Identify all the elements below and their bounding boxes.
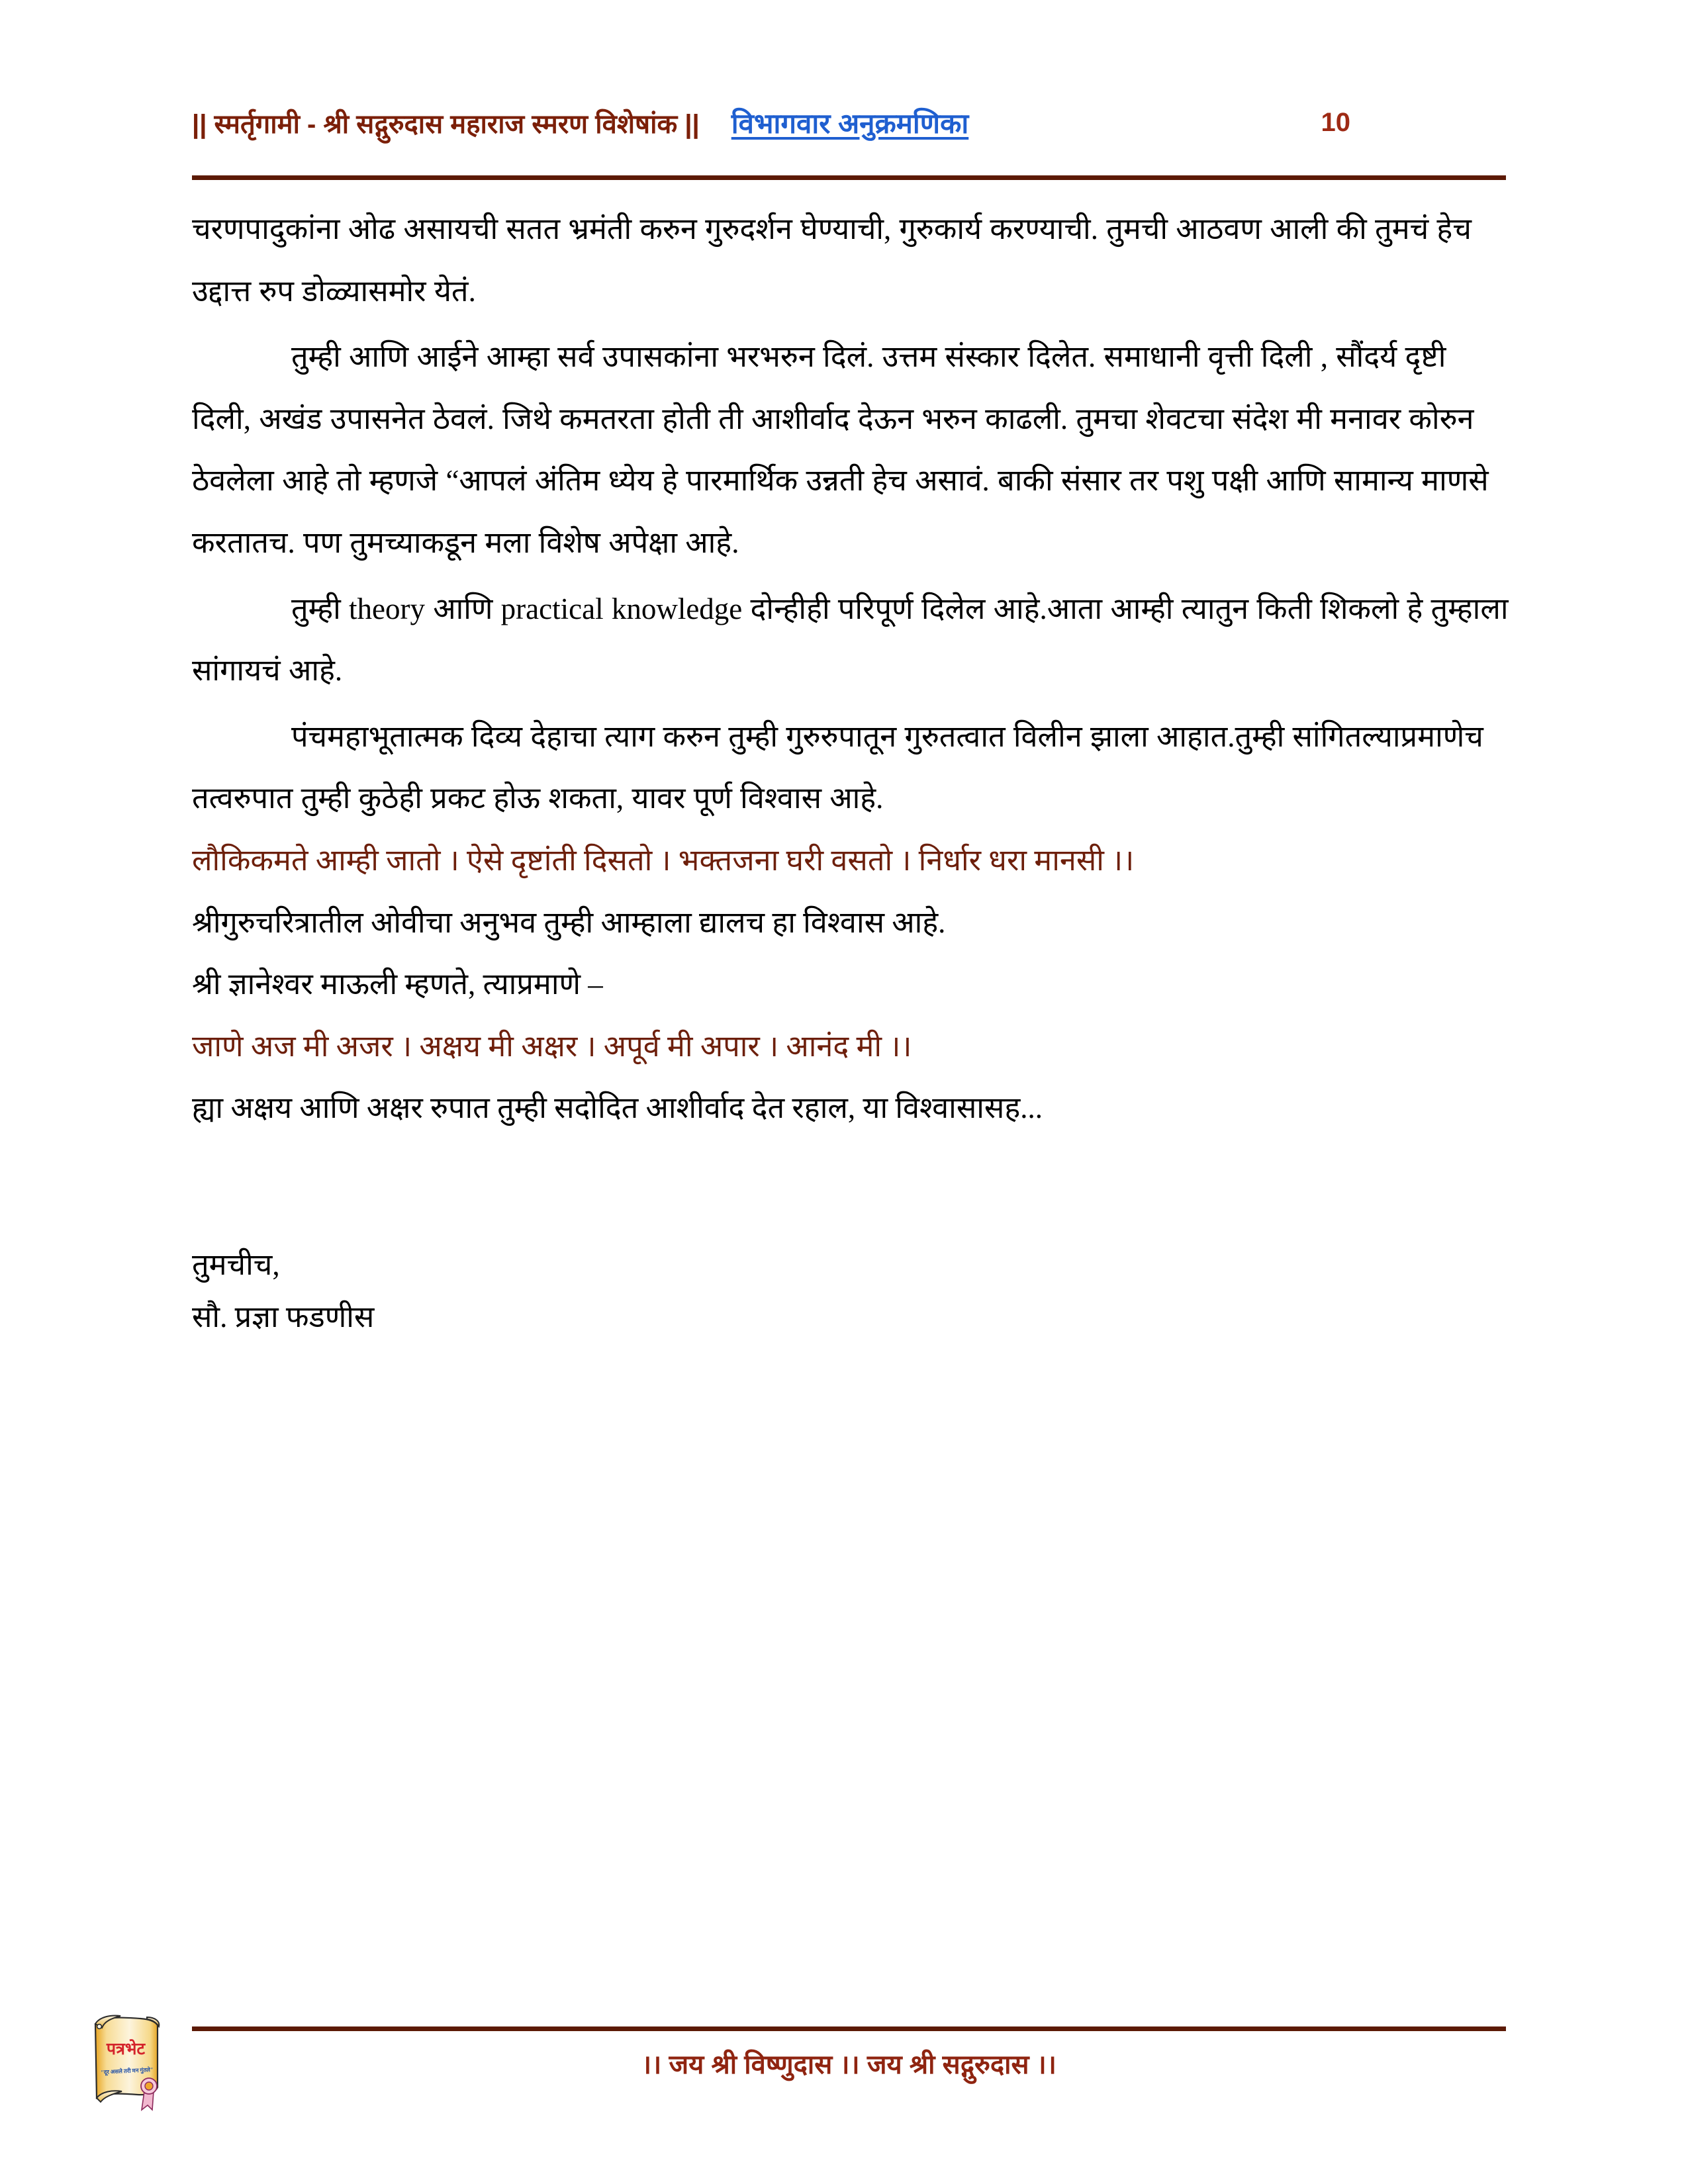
paragraph-1: चरणपादुकांना ओढ असायची सतत भ्रमंती करुन गुरुदर्शन घेण्याची, गुरुकार्य करण्याची. तुमची आठवण आली की तुमचं हेच उद्दात्त रुप डोळ्यासमोर येतं. — [192, 212, 1472, 308]
patrabhet-scroll-logo — [81, 2007, 168, 2111]
signature-spacer — [192, 1140, 1509, 1239]
closing-line: ह्या अक्षय आणि अक्षर रुपात तुम्ही सदोदित आशीर्वाद देत रहाल, या विश्वासासह... — [192, 1091, 1043, 1125]
signoff-line: तुमचीच, — [192, 1248, 280, 1281]
verse-line-2: जाणे अज मी अजर । अक्षय मी अक्षर । अपूर्व मी अपार । आनंद मी ।। — [192, 1029, 912, 1063]
dnyaneshwar-attribution: श्री ज्ञानेश्वर माऊली म्हणते, त्याप्रमाणे – — [192, 968, 603, 1001]
paragraph-4: पंचमहाभूतात्मक दिव्य देहाचा त्याग करुन तुम्ही गुरुरुपातून गुरुतत्वात विलीन झाला आहात.तुम्ही सांगितल्याप्रमाणेच तत्वरुपात तुम्ही कुठेही प्रकट होऊ शकता, यावर पूर्ण विश्वास आहे. — [192, 719, 1483, 815]
logo-tagline-text: "दूर असले तरी मन गुंतले" — [100, 2066, 154, 2076]
verse-1-commentary: श्रीगुरुचरित्रातील ओवीचा अनुभव तुम्ही आम्हाला द्यालच हा विश्वास आहे. — [192, 905, 946, 939]
document-body — [192, 199, 1509, 1343]
signature-name: सौ. प्रज्ञा फडणीस — [192, 1300, 375, 1334]
logo-title-text: पत्रभेट — [106, 2040, 146, 2058]
header-title: || स्मर्तृगामी - श्री सद्गुरुदास महाराज स्मरण विशेषांक || — [192, 109, 700, 139]
footer-divider — [192, 2026, 1506, 2031]
paragraph-2: तुम्ही आणि आईने आम्हा सर्व उपासकांना भरभरुन दिलं. उत्तम संस्कार दिलेत. समाधानी वृत्ती दिली , सौंदर्य दृष्टी दिली, अखंड उपासनेत ठेवलं. जिथे कमतरता होती ती आशीर्वाद देऊन भरुन काढली. तुमचा शेवटचा संदेश मी मनावर कोरुन ठेवलेला आहे तो म्हणजे “आपलं अंतिम ध्येय हे पारमार्थिक उन्नती हेच असावं. बाकी संसार तर पशु पक्षी आणि सामान्य माणसे करतातच. पण तुमच्याकडून मला विशेष अपेक्षा आहे. — [192, 340, 1489, 559]
footer-text: ।। जय श्री विष्णुदास ।। जय श्री सद्गुरुदास ।। — [641, 2050, 1056, 2079]
scroll-icon — [81, 2007, 168, 2111]
section-index-link[interactable]: विभागवार अनुक्रमणिका — [731, 107, 969, 139]
page-number: 10 — [1321, 107, 1350, 137]
paragraph-3: तुम्ही theory आणि practical knowledge दोन्हीही परिपूर्ण दिलेल आहे.आता आम्ही त्यातुन किती शिकलो हे तुम्हाला सांगायचं आहे. — [192, 592, 1509, 688]
header-divider — [192, 175, 1506, 180]
verse-line-1: लौकिकमते आम्ही जातो । ऐसे दृष्टांती दिसतो । भक्तजना घरी वसतो । निर्धार धरा मानसी ।। — [192, 843, 1135, 877]
page-header — [192, 93, 1503, 152]
